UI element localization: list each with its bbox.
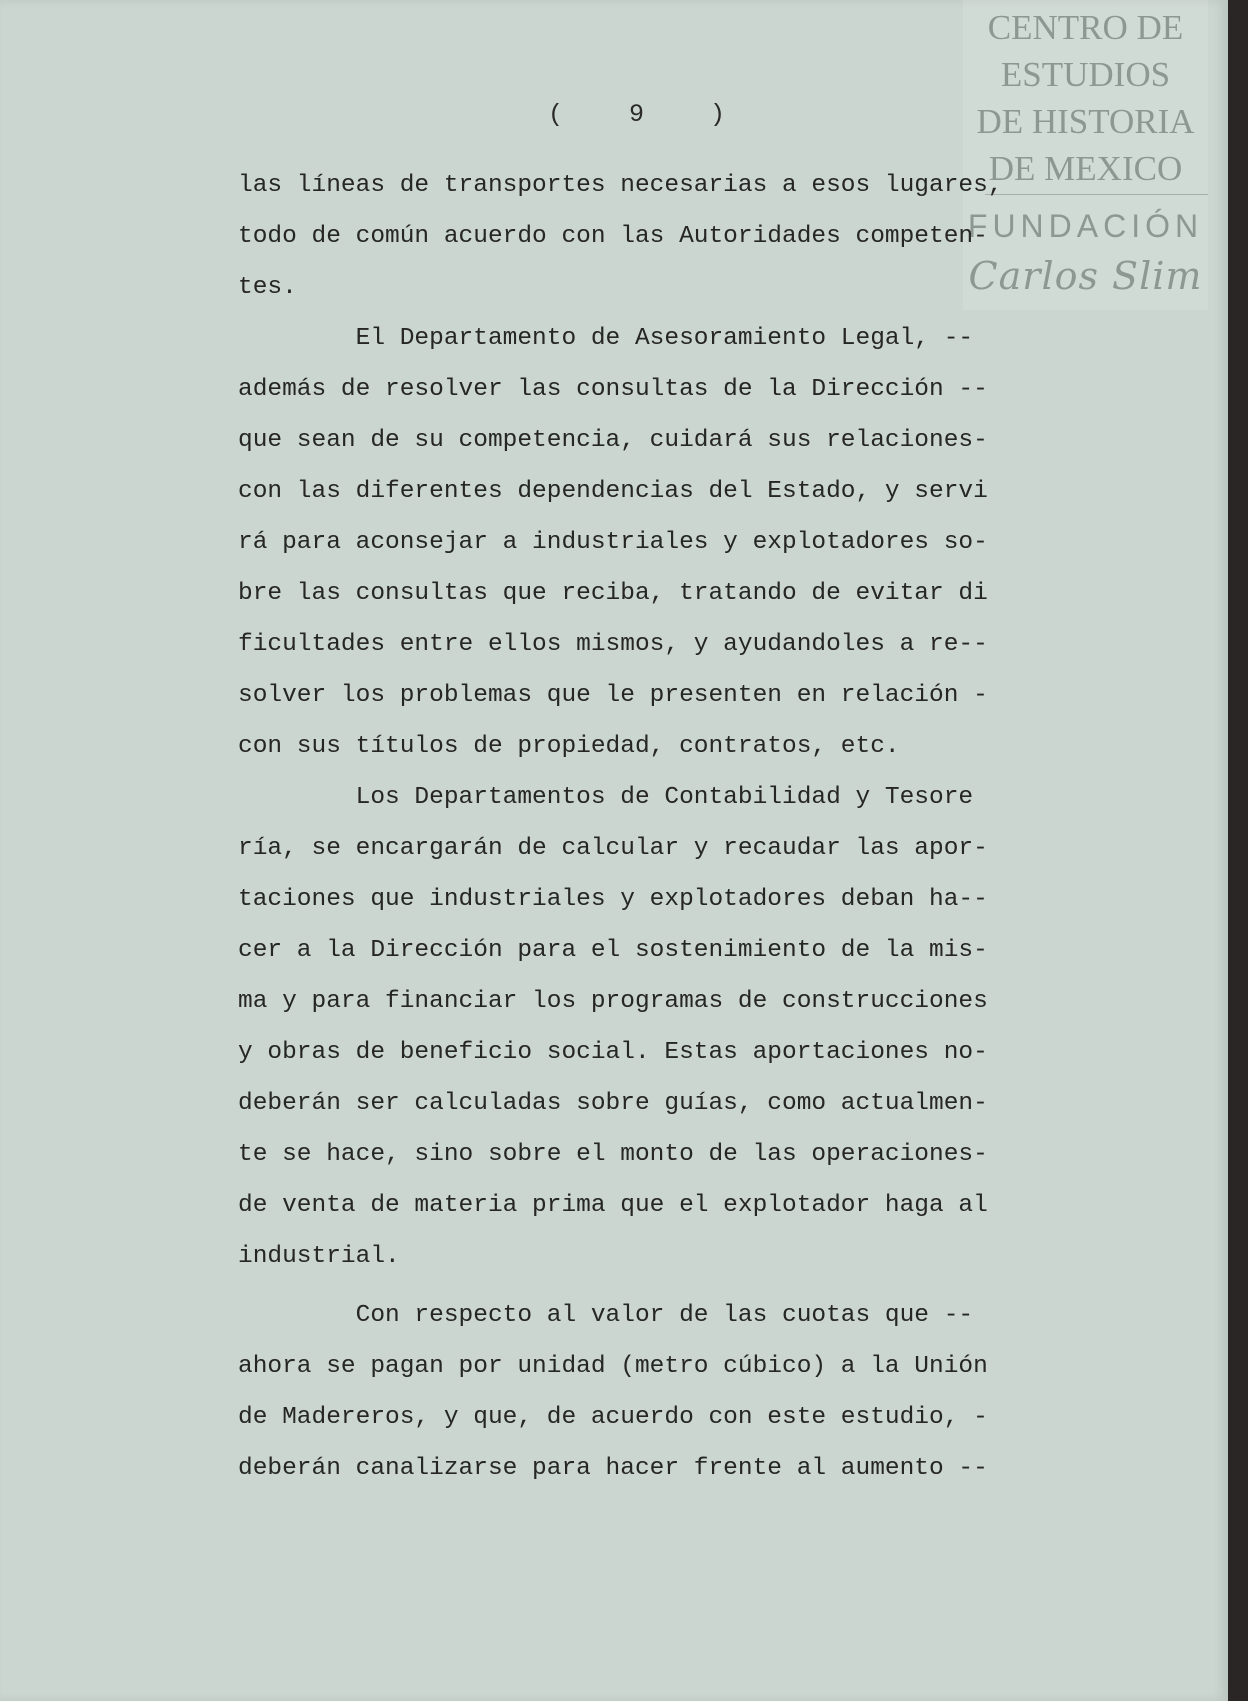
text-line: ría, se encargarán de calcular y recaudar las apor- bbox=[238, 835, 988, 862]
text-line: ficultades entre ellos mismos, y ayudandoles a re-- bbox=[238, 631, 988, 658]
watermark-line: ESTUDIOS bbox=[1000, 55, 1171, 94]
text-line: deberán canalizarse para hacer frente al aumento -- bbox=[238, 1455, 988, 1482]
typewritten-body bbox=[238, 160, 1068, 1494]
text-line: taciones que industriales y explotadores deban ha-- bbox=[238, 886, 988, 913]
text-line: bre las consultas que reciba, tratando de evitar di bbox=[238, 580, 988, 607]
watermark-line: DE MEXICO bbox=[988, 149, 1183, 188]
watermark-signature: Carlos Slim bbox=[968, 254, 1203, 298]
watermark-foundation: FUNDACIÓN bbox=[967, 208, 1204, 244]
text-line: con las diferentes dependencias del Estado, y servi bbox=[238, 478, 988, 505]
text-line: y obras de beneficio social. Estas aportaciones no- bbox=[238, 1039, 988, 1066]
page-number: ( 9 ) bbox=[548, 100, 738, 129]
text-line: Los Departamentos de Contabilidad y Tesore bbox=[238, 784, 974, 811]
text-line: ahora se pagan por unidad (metro cúbico) a la Unión bbox=[238, 1353, 988, 1380]
text-line: tes. bbox=[238, 274, 297, 301]
watermark-line: CENTRO DE bbox=[987, 8, 1184, 47]
text-line: ma y para financiar los programas de construcciones bbox=[238, 988, 988, 1015]
text-line: deberán ser calculadas sobre guías, como actualmen- bbox=[238, 1090, 988, 1117]
text-line: con sus títulos de propiedad, contratos, etc. bbox=[238, 733, 900, 760]
text-line: de Madereros, y que, de acuerdo con este estudio, - bbox=[238, 1404, 988, 1431]
text-line: te se hace, sino sobre el monto de las operaciones- bbox=[238, 1141, 988, 1168]
text-line: industrial. bbox=[238, 1243, 400, 1270]
text-line: que sean de su competencia, cuidará sus relaciones- bbox=[238, 427, 988, 454]
text-line: Con respecto al valor de las cuotas que -- bbox=[238, 1302, 974, 1329]
text-line: todo de común acuerdo con las Autoridades competen- bbox=[238, 223, 988, 250]
text-line: solver los problemas que le presenten en relación - bbox=[238, 682, 988, 709]
watermark-line: DE HISTORIA bbox=[976, 102, 1195, 141]
text-line: cer a la Dirección para el sostenimiento de la mis- bbox=[238, 937, 988, 964]
text-line: El Departamento de Asesoramiento Legal, -- bbox=[238, 325, 974, 352]
text-line: las líneas de transportes necesarias a esos lugares, bbox=[238, 172, 1003, 199]
text-line: además de resolver las consultas de la Dirección -- bbox=[238, 376, 988, 403]
text-line: rá para aconsejar a industriales y explotadores so- bbox=[238, 529, 988, 556]
text-line: de venta de materia prima que el explotador haga al bbox=[238, 1192, 988, 1219]
paragraph-gap bbox=[238, 1282, 1068, 1290]
